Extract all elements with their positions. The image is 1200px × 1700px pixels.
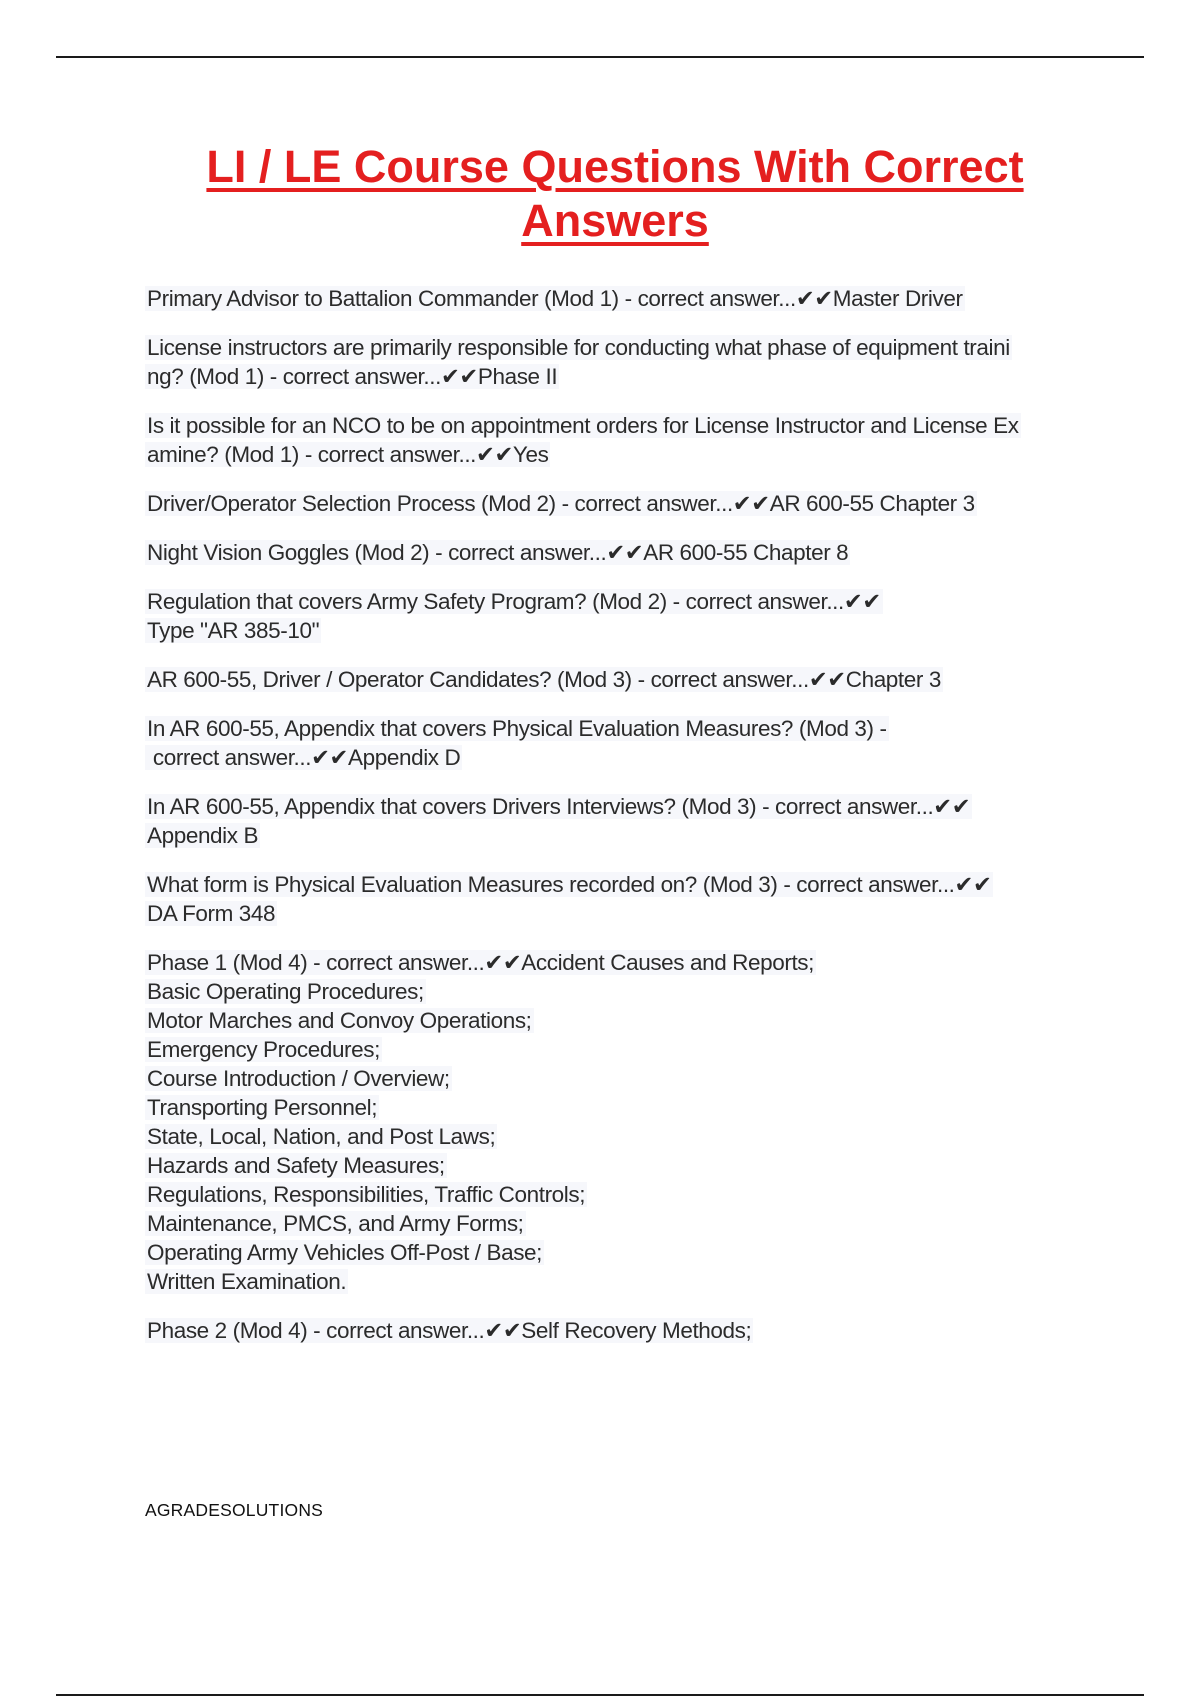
qa-item [145,948,1095,1296]
qa-item [145,714,1095,772]
page-title: LI / LE Course Questions With Correct Answers [206,141,1024,246]
qa-line [145,792,1095,821]
qa-line [145,587,1095,616]
qa-line [145,284,1095,313]
qa-text: DA Form 348 [147,901,276,926]
qa-text: AR 600-55, Driver / Operator Candidates? (Mod 3) - correct answer...✔✔Chapter 3 [147,667,941,692]
qa-text: correct answer...✔✔Appendix D [147,745,461,770]
qa-text: State, Local, Nation, and Post Laws; [147,1124,496,1149]
qa-text: Hazards and Safety Measures; [147,1153,445,1178]
qa-line [145,616,1095,645]
qa-text: Regulation that covers Army Safety Program? (Mod 2) - correct answer...✔✔ [147,589,881,614]
qa-item [145,870,1095,928]
qa-line [145,489,1095,518]
qa-text: Type "AR 385-10" [147,618,320,643]
qa-line [145,1316,1095,1345]
qa-text: Driver/Operator Selection Process (Mod 2) - correct answer...✔✔AR 600-55 Chapter 3 [147,491,975,516]
qa-text: Basic Operating Procedures; [147,979,424,1004]
qa-item [145,284,1095,313]
qa-text: Regulations, Responsibilities, Traffic Controls; [147,1182,586,1207]
qa-line [145,1122,1095,1151]
qa-text: Is it possible for an NCO to be on appointment orders for License Instructor and License Ex [147,413,1019,438]
qa-text: Operating Army Vehicles Off-Post / Base; [147,1240,543,1265]
qa-text: Phase 2 (Mod 4) - correct answer...✔✔Self Recovery Methods; [147,1318,752,1343]
qa-line [145,977,1095,1006]
qa-text: In AR 600-55, Appendix that covers Physical Evaluation Measures? (Mod 3) - [147,716,887,741]
qa-item [145,792,1095,850]
qa-line [145,821,1095,850]
qa-item [145,489,1095,518]
bottom-rule [56,1694,1144,1696]
qa-line [145,899,1095,928]
qa-line [145,362,1095,391]
qa-text: Motor Marches and Convoy Operations; [147,1008,532,1033]
qa-text: Appendix B [147,823,259,848]
qa-item [145,665,1095,694]
qa-text: Written Examination. [147,1269,347,1294]
qa-item [145,333,1095,391]
qa-text: Phase 1 (Mod 4) - correct answer...✔✔Accident Causes and Reports; [147,950,815,975]
qa-line [145,1093,1095,1122]
qa-text: In AR 600-55, Appendix that covers Drivers Interviews? (Mod 3) - correct answer...✔✔ [147,794,971,819]
qa-line [145,411,1095,440]
qa-line [145,1267,1095,1296]
qa-text: Course Introduction / Overview; [147,1066,450,1091]
qa-line [145,665,1095,694]
qa-text: Emergency Procedures; [147,1037,380,1062]
qa-item [145,538,1095,567]
qa-text: ng? (Mod 1) - correct answer...✔✔Phase II [147,364,558,389]
qa-text: License instructors are primarily responsible for conducting what phase of equipment traini [147,335,1010,360]
qa-line [145,538,1095,567]
qa-line [145,714,1095,743]
qa-text: Night Vision Goggles (Mod 2) - correct answer...✔✔AR 600-55 Chapter 8 [147,540,849,565]
qa-line [145,1180,1095,1209]
qa-text: Primary Advisor to Battalion Commander (Mod 1) - correct answer...✔✔Master Driver [147,286,963,311]
qa-line [145,743,1095,772]
qa-line [145,1238,1095,1267]
qa-line [145,440,1095,469]
qa-line [145,1006,1095,1035]
qa-line [145,1064,1095,1093]
qa-text: What form is Physical Evaluation Measures recorded on? (Mod 3) - correct answer...✔✔ [147,872,992,897]
qa-item [145,587,1095,645]
qa-text: Maintenance, PMCS, and Army Forms; [147,1211,524,1236]
qa-item [145,1316,1095,1345]
qa-line [145,870,1095,899]
qa-text: Transporting Personnel; [147,1095,378,1120]
footer-brand: AGRADESOLUTIONS [145,1500,324,1520]
qa-line [145,1151,1095,1180]
qa-line [145,333,1095,362]
qa-text: amine? (Mod 1) - correct answer...✔✔Yes [147,442,549,467]
qa-line [145,1035,1095,1064]
qa-line [145,948,1095,977]
top-rule [56,56,1144,58]
qa-list [145,284,1095,1365]
qa-item [145,411,1095,469]
qa-line [145,1209,1095,1238]
